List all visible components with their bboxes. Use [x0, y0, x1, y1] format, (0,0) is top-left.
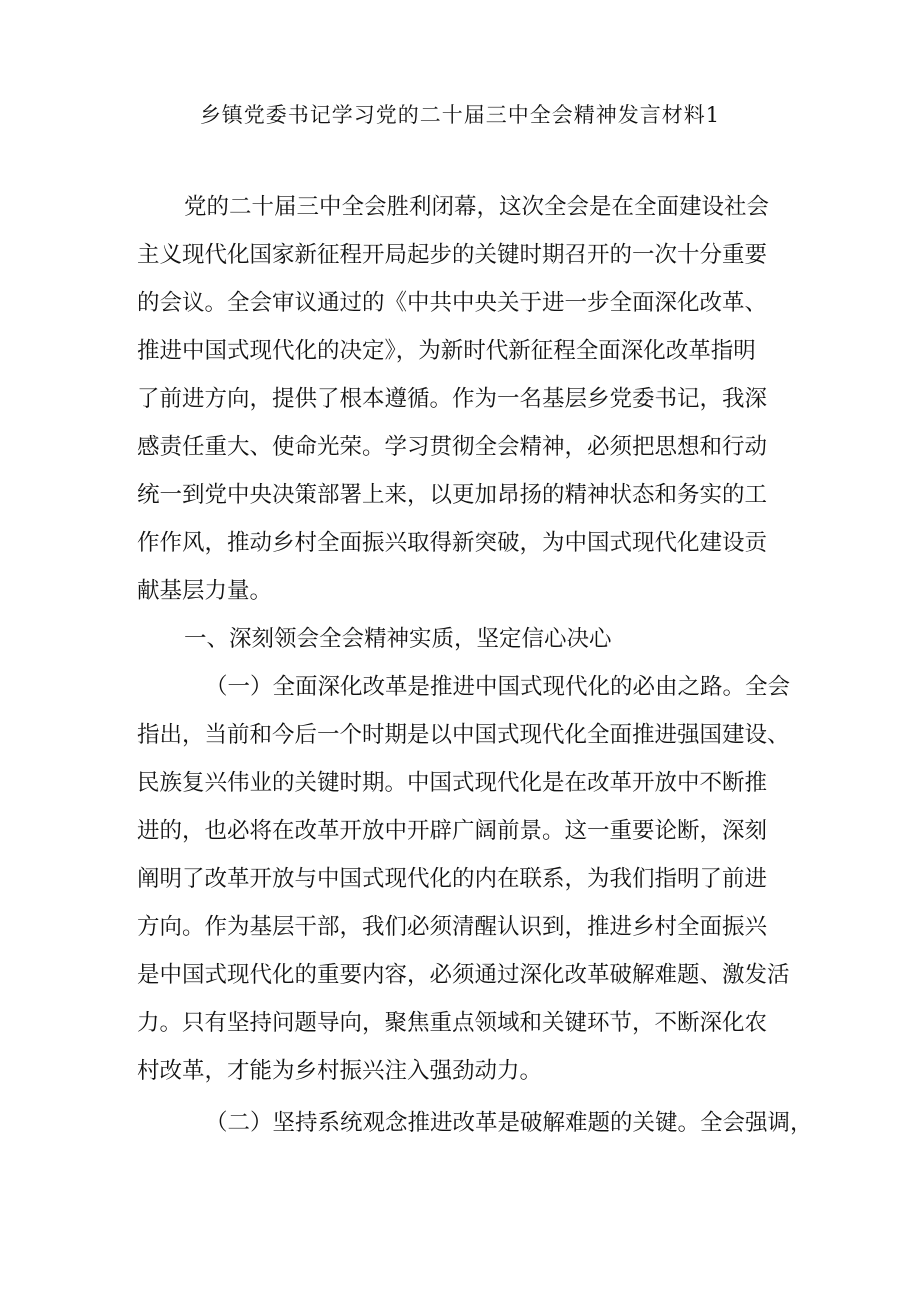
paragraph-line: 党的二十届三中全会胜利闭幕，这次全会是在全面建设社会: [184, 194, 770, 220]
paragraph-line: 民族复兴伟业的关键时期。中国式现代化是在改革开放中不断推: [137, 770, 768, 796]
subsection-heading-line: （一）全面深化改革是推进中国式现代化的必由之路。全会: [205, 674, 791, 700]
paragraph-line: 感责任重大、使命光荣。学习贯彻全会精神，必须把思想和行动: [137, 434, 768, 460]
paragraph-line: 作作风，推动乡村全面振兴取得新突破，为中国式现代化建设贡: [137, 530, 768, 556]
paragraph-line: 主义现代化国家新征程开局起步的关键时期召开的一次十分重要: [137, 242, 768, 268]
document-title: 乡镇党委书记学习党的二十届三中全会精神发言材料1: [199, 103, 721, 127]
paragraph-line: 指出，当前和今后一个时期是以中国式现代化全面推进强国建设、: [137, 722, 790, 748]
paragraph-line: 统一到党中央决策部署上来，以更加昂扬的精神状态和务实的工: [137, 482, 768, 508]
paragraph-line: 方向。作为基层干部，我们必须清醒认识到，推进乡村全面振兴: [137, 914, 768, 940]
section-heading: 一、深刻领会全会精神实质，坚定信心决心: [184, 626, 612, 652]
paragraph-line: 了前进方向，提供了根本遵循。作为一名基层乡党委书记，我深: [137, 386, 768, 412]
paragraph-line: 献基层力量。: [137, 578, 273, 604]
paragraph-line: 力。只有坚持问题导向，聚焦重点领域和关键环节，不断深化农: [137, 1010, 768, 1036]
paragraph-line: 进的，也必将在改革开放中开辟广阔前景。这一重要论断，深刻: [137, 818, 768, 844]
paragraph-line: 村改革，才能为乡村振兴注入强劲动力。: [137, 1058, 543, 1084]
paragraph-line: 的会议。全会审议通过的《中共中央关于进一步全面深化改革、: [137, 290, 768, 316]
paragraph-line: 阐明了改革开放与中国式现代化的内在联系，为我们指明了前进: [137, 866, 768, 892]
subsection-heading-line: （二）坚持系统观念推进改革是破解难题的关键。全会强调，: [205, 1110, 813, 1136]
paragraph-line: 推进中国式现代化的决定》，为新时代新征程全面深化改革指明: [137, 338, 756, 364]
paragraph-line: 是中国式现代化的重要内容，必须通过深化改革破解难题、激发活: [137, 962, 790, 988]
